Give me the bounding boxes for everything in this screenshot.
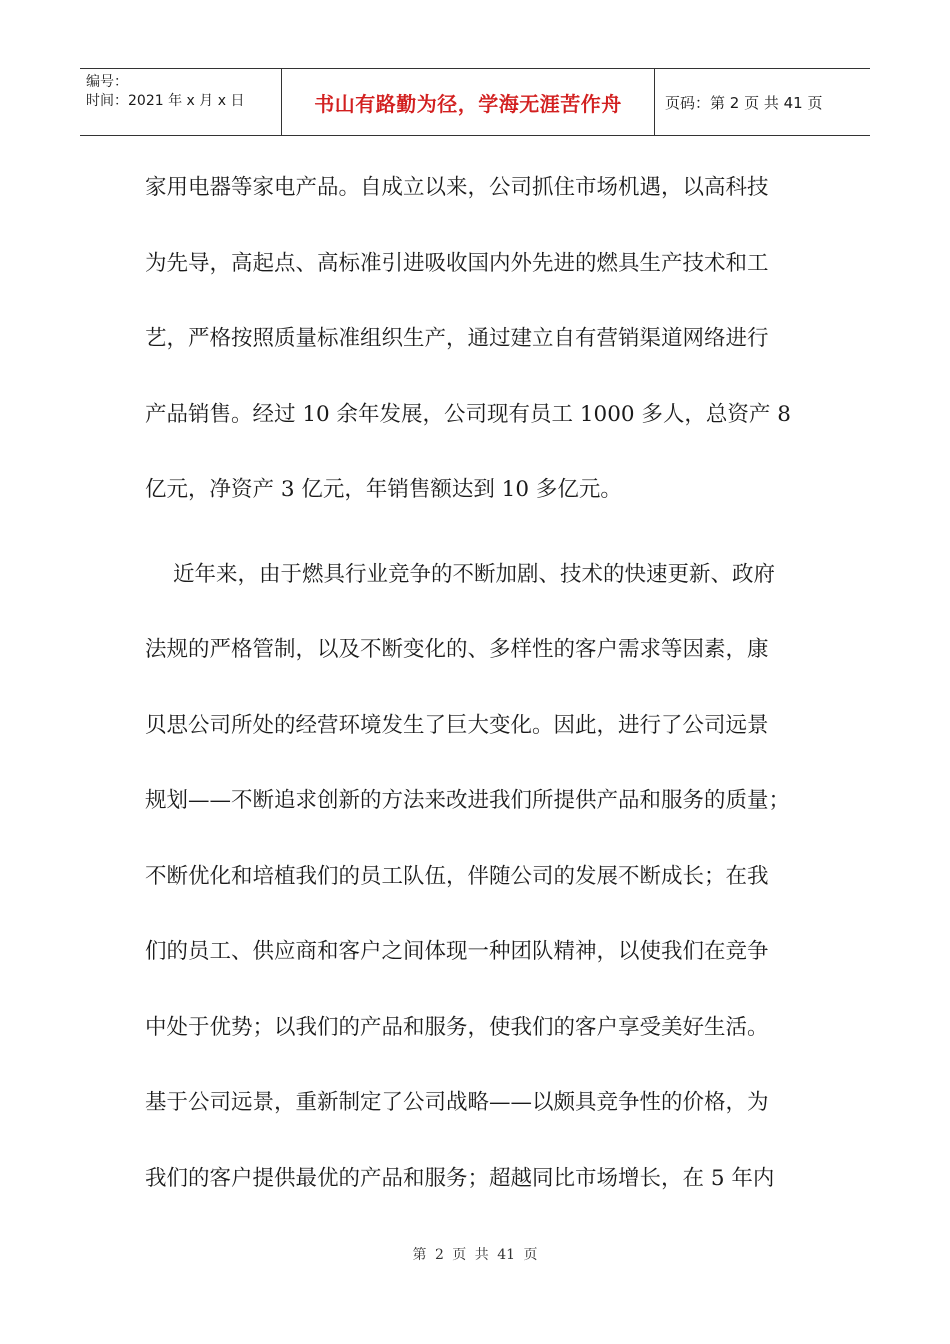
text-line: 贝思公司所处的经营环境发生了巨大变化。因此，进行了公司远景: [145, 712, 769, 738]
page-header: [80, 68, 870, 136]
header-date-label: 时间：2021 年 x 月 x 日: [86, 93, 245, 109]
text-line: 我们的客户提供最优的产品和服务；超越同比市场增长，在 5 年内: [145, 1165, 775, 1191]
page-footer: 第 2 页 共 41 页: [412, 1247, 538, 1263]
text-line: 亿元，净资产 3 亿元，年销售额达到 10 多亿元。: [145, 477, 622, 502]
text-line: 产品销售。经过 10 余年发展，公司现有员工 1000 多人，总资产 8: [145, 401, 791, 427]
text-line: 们的员工、供应商和客户之间体现一种团队精神，以使我们在竞争: [145, 939, 769, 964]
text-line: 基于公司远景，重新制定了公司战略——以颇具竞争性的价格，为: [145, 1090, 769, 1115]
header-page-info: 页码：第 2 页 共 41 页: [665, 93, 823, 112]
text-line: 家用电器等家电产品。自成立以来，公司抓住市场机遇，以高科技: [145, 175, 769, 200]
text-line: 法规的严格管制，以及不断变化的、多样性的客户需求等因素，康: [145, 637, 769, 662]
header-meta: [80, 69, 282, 135]
text-line: 中处于优势；以我们的产品和服务，使我们的客户享受美好生活。: [145, 1014, 769, 1040]
header-motto: 书山有路勤为径，学海无涯苦作舟: [282, 69, 655, 135]
paragraph-2: [145, 537, 805, 1217]
text-line: 近年来，由于燃具行业竞争的不断加剧、技术的快速更新、政府: [173, 561, 776, 587]
paragraph-1: [145, 150, 805, 528]
text-line: 艺，严格按照质量标准组织生产，通过建立自有营销渠道网络进行: [145, 326, 769, 351]
document-body: [145, 150, 805, 1216]
header-number-label: 编号：: [86, 74, 128, 90]
text-line: 不断优化和培植我们的员工队伍，伴随公司的发展不断成长；在我: [145, 863, 769, 889]
text-line: 规划——不断追求创新的方法来改进我们所提供产品和服务的质量；: [145, 788, 791, 813]
text-line: 为先导，高起点、高标准引进吸收国内外先进的燃具生产技术和工: [145, 250, 769, 276]
